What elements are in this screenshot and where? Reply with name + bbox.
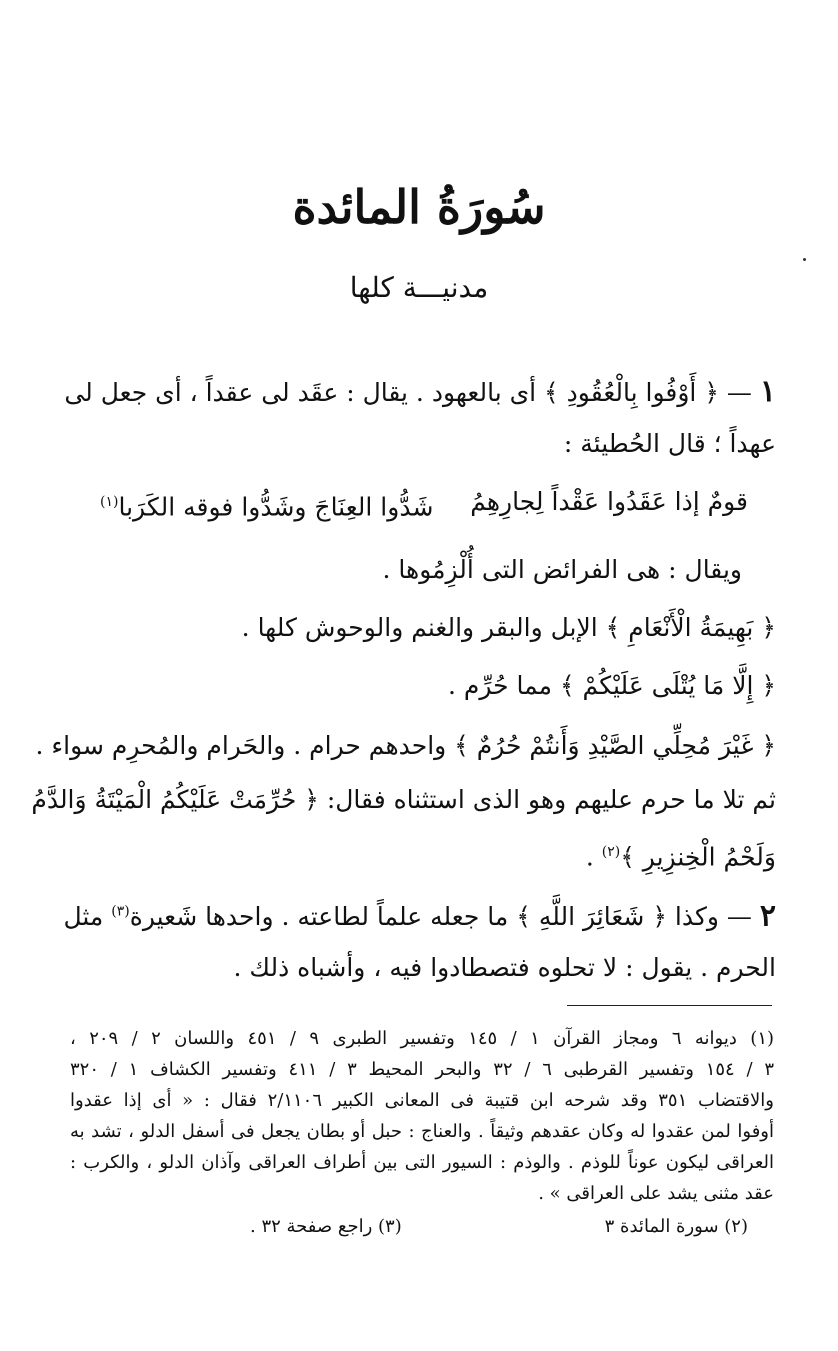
margin-dot [803,258,806,261]
footnote-line: أوفوا لمن عقدوا له وكان عقدهم وثيقاً . والعناج : حبل أو بطان يجعل فى أسفل الدلو ، تشد به [70,1121,774,1142]
body-text: — وكذا ﴿ شَعَائِرَ اللَّهِ ﴾ ما جعله علماً لطاعته . واحدها شَعيرة$^{(٣)}$ مثل [63,902,752,932]
footnote-line: ٣ / ١٥٤ وتفسير القرطبى ٦ / ٣٢ والبحر المحيط ٣ / ٤١١ وتفسير الكشاف ١ / ٣٢٠ [70,1059,775,1080]
footnote-2: (٢) سورة المائدة ٣ [604,1216,748,1237]
footnote-line: العراقى ليكون عوناً للوذم . والوذم : السيور التى بين أطراف العراقى وآذان الدلو ، والكرب : [70,1152,774,1173]
body-line-6: ﴿ إِلَّا مَا يُتْلَى عَلَيْكُمْ ﴾ مما حُرِّم . [447,671,776,700]
body-text: . [585,842,602,872]
body-line-4: ويقال : هى الفرائض التى أُلْزِمُوها . [382,555,742,584]
entry-number: ١ [759,374,776,409]
footnote-pair [250,1212,748,1242]
body-line-10 [63,892,776,937]
page-title: سُورَةُ المائدة [292,180,546,234]
footnote-line: والاقتضاب ٣٥١ وقد شرحه ابن قتيبة فى المعانى الكبير ٢/١١٠٦ فقال : « أى إذا عقدوا [70,1090,774,1111]
body-line-1 [64,372,776,413]
footnote-line: عقد مثنى يشد على العراقى » . [538,1183,774,1204]
footnote-ref: (٣) [111,904,130,920]
body-line-5: ﴿ بَهِيمَةُ الْأَنْعَامِ ﴾ الإبل والبقر والغنم والوحوش كلها . [241,613,776,642]
body-text: وَلَحْمُ الْخِنزِيرِ ﴾ [620,842,776,872]
poetry-verse [100,482,748,527]
footnote-3: (٣) راجع صفحة ٣٢ . [250,1216,402,1237]
page-subtitle: مدنيـــة كلها [349,271,489,304]
footnote-separator [567,1005,772,1006]
footnote-line: (١) ديوانه ٦ ومجاز القرآن ١ / ١٤٥ وتفسير الطبرى ٩ / ٤٥١ واللسان ٢ / ٢٠٩ ، [70,1028,775,1049]
body-line-7: ﴿ غَيْرَ مُحِلِّي الصَّيْدِ وَأَنتُمْ حُرُمٌ ﴾ واحدهم حرام . والحَرام والمُحرِم سواء . [35,731,776,760]
footnote-ref: (٢) [601,844,621,860]
footnote-ref: (١) [100,494,119,510]
body-text: — ﴿ أَوْفُوا بِالْعُقُودِ ﴾ أى بالعهود . يقال : عقَد لى عقداً ، أى جعل لى [64,378,752,407]
verse-hemistich-right: قومٌ إذا عَقَدُوا عَقْداً لِجارِهِمُ [470,487,748,516]
body-line-11: الحرم . يقول : لا تحلوه فتصطادوا فيه ، وأشباه ذلك . [233,953,776,982]
body-line-2: عهداً ؛ قال الحُطيئة : [563,429,776,458]
body-line-8: ثم تلا ما حرم عليهم وهو الذى استثناه فقال: ﴿ حُرِّمَتْ عَلَيْكُمُ الْمَيْتَةُ وَالدَّمُ [31,785,776,814]
verse-hemistich-left: شَدُّوا العِنَاجَ وشَدُّوا فوقه الكَرَبا$^{(١)}$ [100,492,434,522]
body-line-9 [586,832,776,877]
entry-number: ٢ [759,898,776,934]
